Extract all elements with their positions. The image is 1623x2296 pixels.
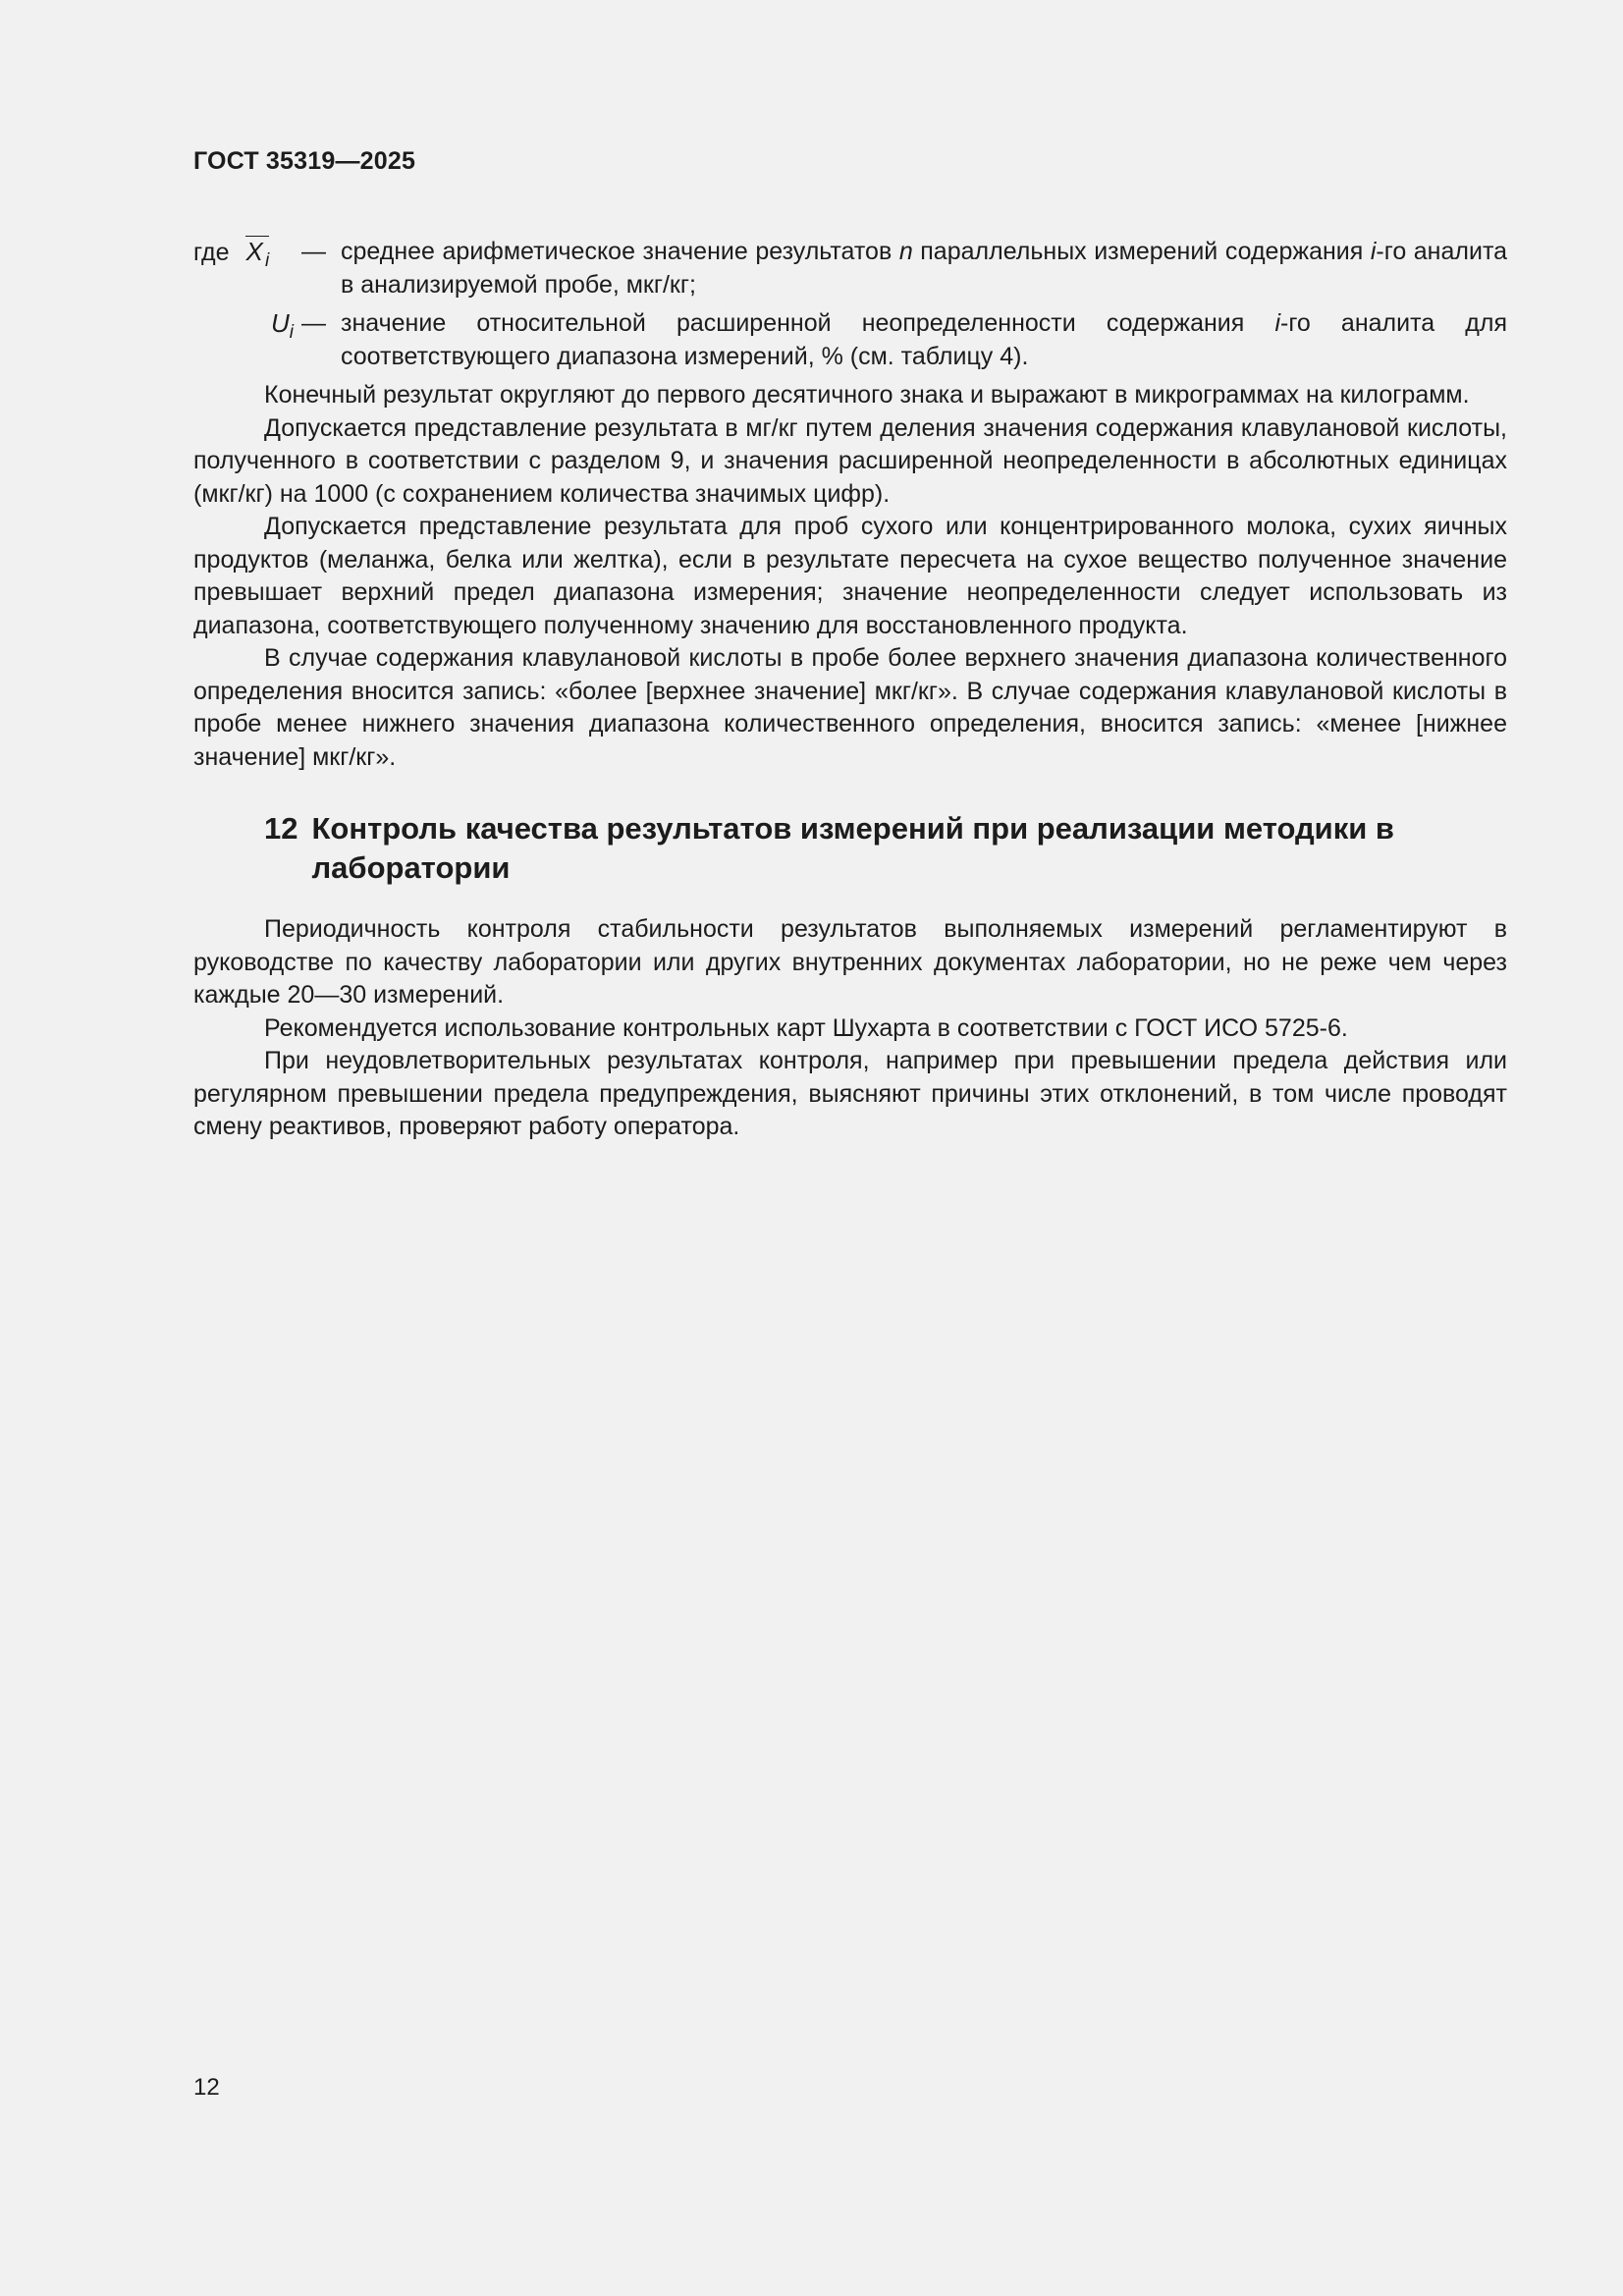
section-number: 12 [264, 811, 298, 846]
section-heading [264, 809, 1507, 888]
paragraph: Рекомендуется использование контрольных карт Шухарта в соответствии с ГОСТ ИСО 5725-6. [264, 1013, 1348, 1042]
where-item-mean [193, 236, 1507, 301]
symbol-x-mean: X $_i$ [245, 236, 269, 275]
definition-text: значение относительной расширенной неопределенности содержания i-го аналита для соответствующего диапазона измерений, % (см. таблицу 4). [341, 309, 1507, 370]
definition-dash: — [301, 238, 326, 265]
paragraph: Допускается представление результата для проб сухого или концентрированного молока, сухих яичных продуктов (меланжа, белка или желтка), если в результате пересчета на сухое вещество полученное значение превышает верхний предел диапазона измерения; значение неопределенности следует использовать из диапазона, соответствующего полученному значению для восстановленного продукта. [193, 513, 1507, 639]
paragraph: При неудовлетворительных результатах контроля, например при превышении предела действия или регулярном превышении предела предупреждения, выясняют причины этих отклонений, в том числе проводят смену реактивов, проверяют работу оператора. [193, 1047, 1507, 1140]
paragraph: В случае содержания клавулановой кислоты в пробе более верхнего значения диапазона количественного определения вносится запись: «более [верхнее значение] мкг/кг». В случае содержания клавулановой кислоты в пробе менее нижнего значения диапазона количественного определения, вносится запись: «менее [нижнее значение] мкг/кг». [193, 644, 1507, 771]
section-title: Контроль качества результатов измерений при реализации методики в лаборатории [311, 811, 1394, 885]
definition-dash: — [301, 309, 326, 337]
paragraph: Допускается представление результата в мг/кг путем деления значения содержания клавулановой кислоты, полученного в соответствии с разделом 9, и значения расширенной неопределенности в абсолютных единицах (мкг/кг) на 1000 (с сохранением количества значимых цифр). [193, 413, 1507, 508]
where-item-uncertainty [193, 307, 1507, 373]
where-word: где [193, 239, 230, 266]
page-content [193, 236, 1507, 1144]
symbol-u: $U_i$ [270, 308, 294, 343]
paragraph: Конечный результат округляют до первого десятичного знака и выражают в микрограммах на килограмм. [264, 381, 1470, 409]
definition-text: среднее арифметическое значение результатов n параллельных измерений содержания i-го аналита в анализируемой пробе, мкг/кг; [341, 238, 1508, 299]
paragraph: Периодичность контроля стабильности результатов выполняемых измерений регламентируют в руководстве по качеству лаборатории или других внутренних документах лаборатории, но не реже чем через каждые 20—30 измерений. [193, 915, 1507, 1009]
page-number: 12 [193, 2074, 220, 2101]
document-code-header: ГОСТ 35319—2025 [193, 147, 416, 175]
